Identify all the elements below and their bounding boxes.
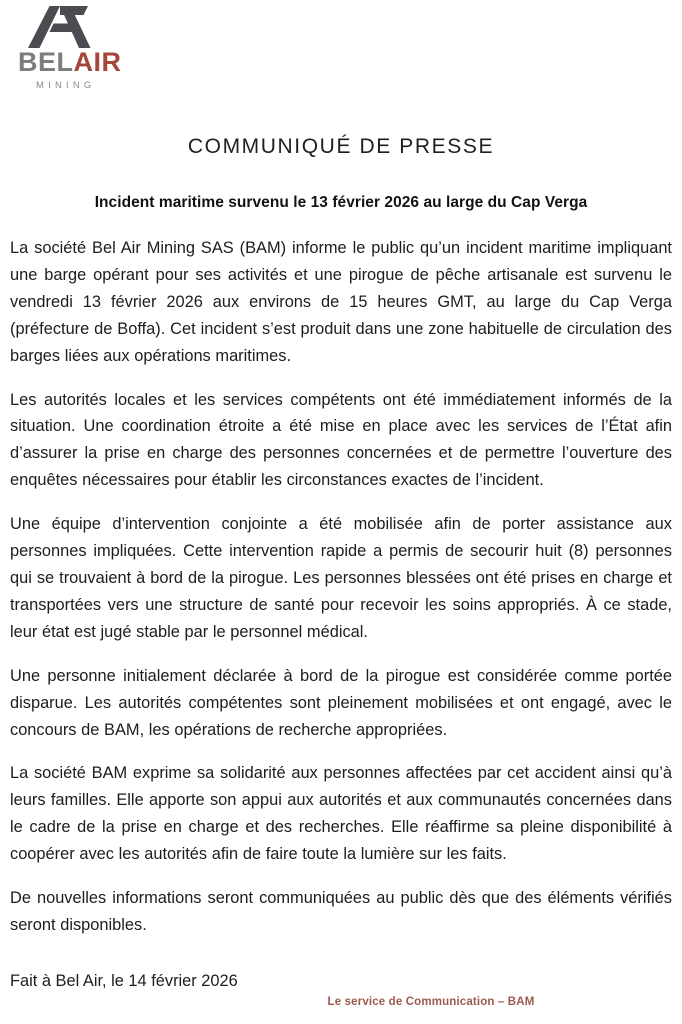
body-paragraph: La société BAM exprime sa solidarité aux personnes affectées par cet accident ainsi qu’à leurs familles. Elle apporte son appui aux autorités et aux communautés concernées dans le cadre de la prise en charge et des recherches. Elle réaffirme sa pleine disponibilité à coopérer avec les autorités afin de faire toute la lumière sur les faits. bbox=[10, 764, 672, 864]
company-logo bbox=[10, 0, 138, 91]
page-subtitle: Incident maritime survenu le 13 février 2026 au large du Cap Verga bbox=[94, 194, 588, 211]
body-paragraph: Une équipe d’intervention conjointe a été mobilisée afin de porter assistance aux personnes impliquées. Cette intervention rapide a permis de secourir huit (8) personnes qui se trouvaient à bord de la pirogue. Les personnes blessées ont été prises en charge et transportées vers une structure de santé pour recevoir les soins appropriés. À ce stade, leur état est jugé stable par le personnel médical. bbox=[10, 515, 672, 641]
body-paragraph: La société Bel Air Mining SAS (BAM) informe le public qu’un incident maritime impliquant une barge opérant pour ses activités et une pirogue de pêche artisanale est survenu le vendredi 13 février 2026 aux environs de 15 heures GMT, au large du Cap Verga (préfecture de Boffa). Cet incident s’est produit dans une zone habituelle de circulation des barges liées aux opérations maritimes. bbox=[10, 239, 672, 365]
logo-wordmark-bel: BEL bbox=[18, 47, 74, 77]
signature-line: Le service de Communication – BAM bbox=[327, 996, 535, 1008]
belair-af-monogram-icon bbox=[26, 6, 94, 48]
body-paragraph: Une personne initialement déclarée à bord de la pirogue est considérée comme portée disparue. Les autorités compétentes sont pleinement mobilisées et ont engagé, avec le concours de BAM, les opérations de recherche appropriées. bbox=[10, 666, 672, 739]
document-body bbox=[10, 212, 672, 939]
logo-tagline: MINING bbox=[36, 80, 96, 91]
logo-wordmark-air: AIR bbox=[73, 47, 122, 77]
body-paragraph: Les autorités locales et les services compétents ont été immédiatement informés de la situation. Une coordination étroite a été mise en place avec les services de l’État afin d’assurer la prise en charge des personnes concernées et de permettre l’ouverture des enquêtes nécessaires pour établir les circonstances exactes de l’incident. bbox=[10, 390, 672, 490]
page-title: COMMUNIQUÉ DE PRESSE bbox=[187, 135, 495, 158]
body-paragraph: De nouvelles informations seront communiquées au public dès que des éléments vérifiés seront disponibles. bbox=[10, 889, 672, 934]
logo-wordmark bbox=[18, 49, 138, 76]
place-and-date: Fait à Bel Air, le 14 février 2026 bbox=[10, 971, 238, 990]
